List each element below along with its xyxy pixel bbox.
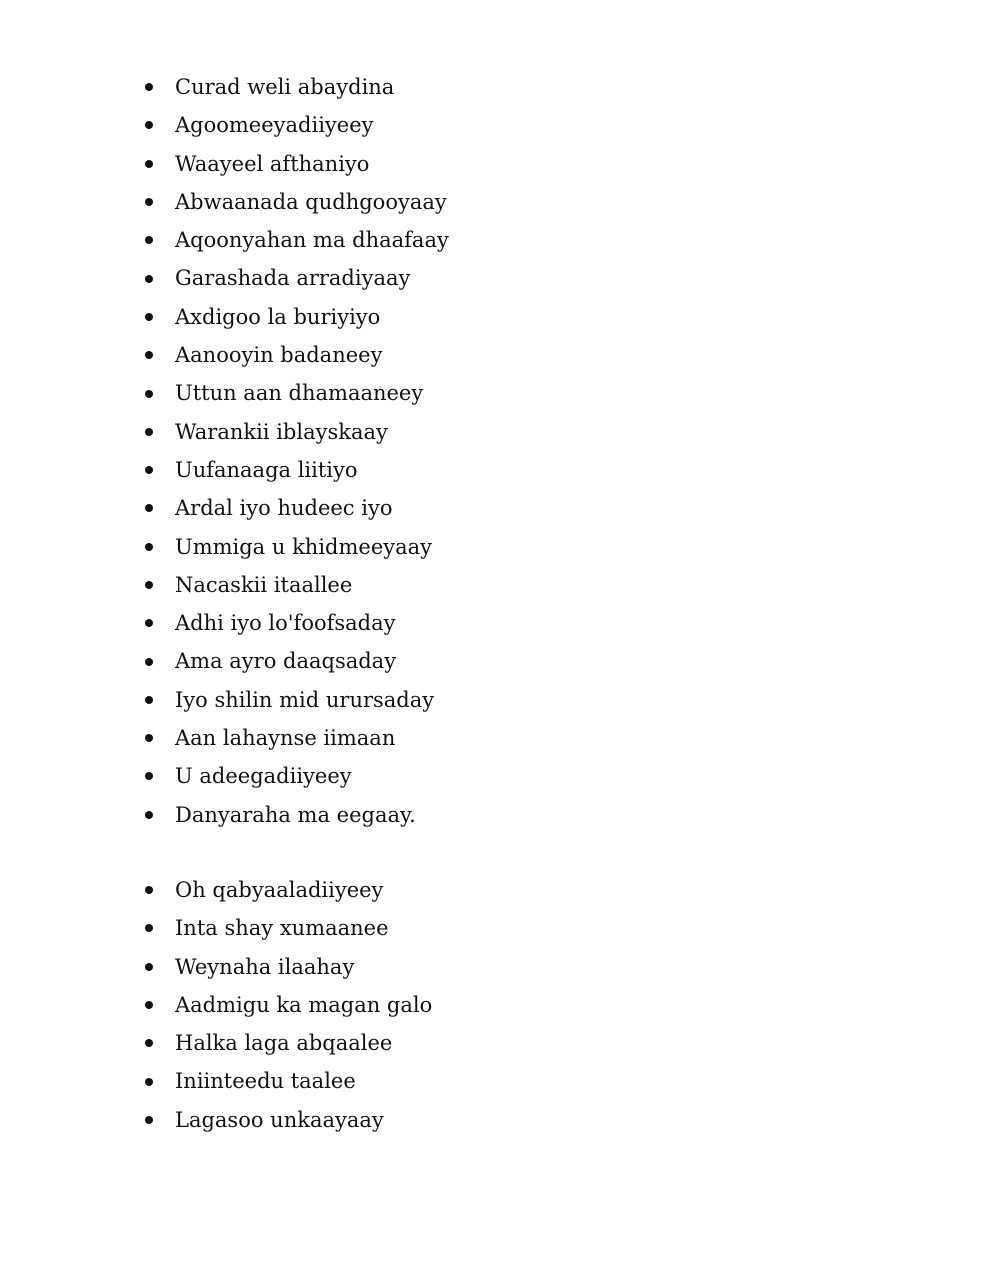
bullet-icon bbox=[145, 696, 153, 704]
verse-line: U adeegadiiyeey bbox=[175, 764, 352, 789]
bullet-icon bbox=[145, 1116, 153, 1124]
verse-line: Ardal iyo hudeec iyo bbox=[175, 496, 393, 521]
verse-line: Inta shay xumaanee bbox=[175, 916, 389, 941]
verse-line: Aan lahaynse iimaan bbox=[175, 726, 396, 751]
list-item bbox=[145, 566, 745, 604]
verse-line: Lagasoo unkaayaay bbox=[175, 1107, 384, 1132]
list-item bbox=[145, 68, 745, 106]
list-item bbox=[145, 221, 745, 259]
stanza-list-2 bbox=[145, 871, 745, 1139]
verse-line: Uufanaaga liitiyo bbox=[175, 457, 358, 482]
bullet-icon bbox=[145, 236, 153, 244]
list-item bbox=[145, 1101, 745, 1139]
bullet-icon bbox=[145, 313, 153, 321]
verse-line: Curad weli abaydina bbox=[175, 75, 395, 99]
bullet-icon bbox=[145, 1001, 153, 1009]
bullet-icon bbox=[145, 504, 153, 512]
list-item bbox=[145, 298, 745, 336]
verse-line: Iniinteedu taalee bbox=[175, 1069, 356, 1094]
list-item bbox=[145, 642, 745, 680]
list-item bbox=[145, 1062, 745, 1100]
verse-line: Agoomeeyadiiyeey bbox=[175, 113, 374, 138]
list-item bbox=[145, 374, 745, 412]
list-item bbox=[145, 413, 745, 451]
bullet-icon bbox=[145, 581, 153, 589]
list-item bbox=[145, 948, 745, 986]
bullet-icon bbox=[145, 1039, 153, 1047]
bullet-icon bbox=[145, 543, 153, 551]
verse-line: Uttun aan dhamaaneey bbox=[175, 381, 424, 406]
verse-line: Axdigoo la buriyiyo bbox=[175, 304, 381, 329]
list-item bbox=[145, 451, 745, 489]
bullet-icon bbox=[145, 619, 153, 627]
list-item bbox=[145, 106, 745, 144]
bullet-icon bbox=[145, 466, 153, 474]
verse-line: Oh qabyaaladiiyeey bbox=[175, 878, 384, 902]
bullet-icon bbox=[145, 811, 153, 819]
bullet-icon bbox=[145, 83, 153, 91]
verse-line: Abwaanada qudhgooyaay bbox=[175, 189, 447, 214]
list-item bbox=[145, 145, 745, 183]
bullet-icon bbox=[145, 772, 153, 780]
list-item bbox=[145, 681, 745, 719]
list-item bbox=[145, 871, 745, 909]
verse-line: Nacaskii itaallee bbox=[175, 572, 353, 597]
verse-line: Garashada arradiyaay bbox=[175, 266, 411, 291]
verse-line: Warankii iblayskaay bbox=[175, 419, 388, 444]
bullet-icon bbox=[145, 390, 153, 398]
verse-line: Weynaha ilaahay bbox=[175, 954, 355, 979]
verse-line: Ama ayro daaqsaday bbox=[175, 649, 397, 674]
verse-line: Aadmigu ka magan galo bbox=[175, 992, 433, 1017]
verse-line: Aanooyin badaneey bbox=[175, 343, 383, 368]
bullet-icon bbox=[145, 351, 153, 359]
bullet-icon bbox=[145, 658, 153, 666]
list-item bbox=[145, 1024, 745, 1062]
verse-line: Iyo shilin mid urursaday bbox=[175, 687, 435, 712]
list-item bbox=[145, 259, 745, 297]
bullet-icon bbox=[145, 275, 153, 283]
list-item bbox=[145, 719, 745, 757]
list-item bbox=[145, 986, 745, 1024]
list-item bbox=[145, 604, 745, 642]
verse-line: Aqoonyahan ma dhaafaay bbox=[175, 228, 449, 253]
bullet-icon bbox=[145, 160, 153, 168]
verse-line: Halka laga abqaalee bbox=[175, 1031, 393, 1056]
bullet-icon bbox=[145, 198, 153, 206]
bullet-icon bbox=[145, 963, 153, 971]
list-item bbox=[145, 528, 745, 566]
list-item bbox=[145, 336, 745, 374]
bullet-icon bbox=[145, 734, 153, 742]
verse-line: Danyaraha ma eegaay. bbox=[175, 802, 416, 827]
list-item bbox=[145, 183, 745, 221]
list-item bbox=[145, 909, 745, 947]
bullet-icon bbox=[145, 1078, 153, 1086]
verse-line: Waayeel afthaniyo bbox=[175, 151, 370, 176]
verse-line: Adhi iyo lo'foofsaday bbox=[175, 611, 396, 636]
stanza-list-1 bbox=[145, 68, 745, 834]
bullet-icon bbox=[145, 924, 153, 932]
verse-line: Ummiga u khidmeeyaay bbox=[175, 534, 433, 559]
bullet-icon bbox=[145, 121, 153, 129]
list-item bbox=[145, 757, 745, 795]
list-item bbox=[145, 489, 745, 527]
bullet-icon bbox=[145, 428, 153, 436]
list-item bbox=[145, 796, 745, 834]
bullet-icon bbox=[145, 886, 153, 894]
